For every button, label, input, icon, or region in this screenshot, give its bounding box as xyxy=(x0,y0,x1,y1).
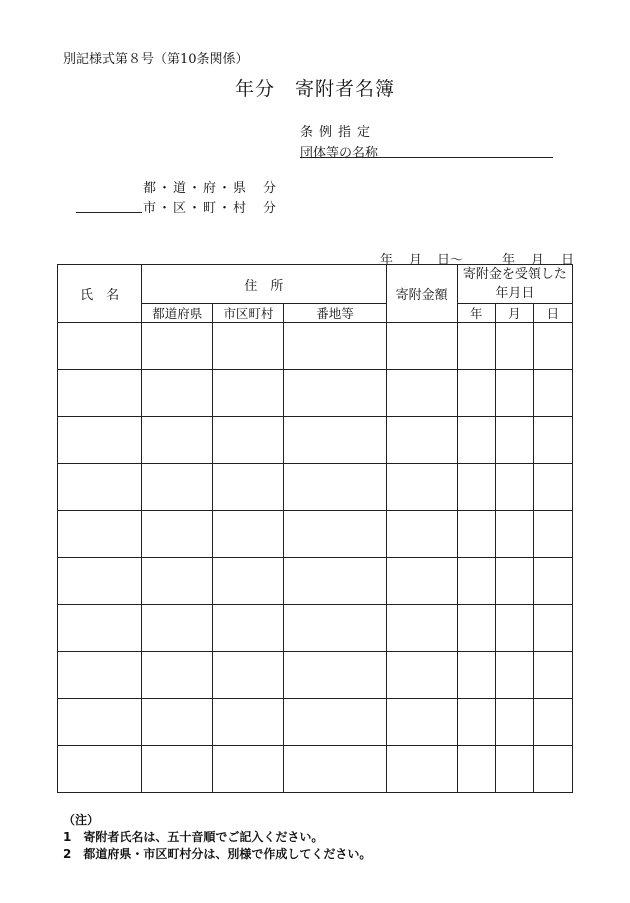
table-cell[interactable] xyxy=(386,558,457,605)
table-cell[interactable] xyxy=(495,511,533,558)
header-year: 年 xyxy=(457,304,495,323)
ordinance-label: 条例指定 xyxy=(300,125,377,140)
period-from-month: 月 xyxy=(409,253,423,268)
organization-label: 団体等の名称 xyxy=(300,146,379,161)
organization-name-line[interactable] xyxy=(300,157,553,158)
table-cell[interactable] xyxy=(58,699,142,746)
table-cell[interactable] xyxy=(457,558,495,605)
table-cell[interactable] xyxy=(533,699,572,746)
page-title: 年分 寄附者名簿 xyxy=(234,78,395,100)
table-cell[interactable] xyxy=(495,699,533,746)
table-row xyxy=(58,558,573,605)
table-cell[interactable] xyxy=(58,511,142,558)
header-address: 住 所 xyxy=(142,265,386,304)
table-cell[interactable] xyxy=(213,323,284,370)
table-cell[interactable] xyxy=(284,558,386,605)
table-cell[interactable] xyxy=(284,605,386,652)
table-cell[interactable] xyxy=(58,558,142,605)
table-cell[interactable] xyxy=(284,370,386,417)
table-row xyxy=(58,323,573,370)
table-cell[interactable] xyxy=(284,417,386,464)
table-row xyxy=(58,699,573,746)
table-cell[interactable] xyxy=(284,746,386,793)
table-cell[interactable] xyxy=(386,417,457,464)
table-cell[interactable] xyxy=(142,370,213,417)
note-item-1: 1 寄附者氏名は、五十音順でご記入ください。 xyxy=(63,830,324,844)
period-from-year: 年 xyxy=(380,253,394,268)
header-received-line1: 寄附金を受領した xyxy=(462,267,567,282)
table-cell[interactable] xyxy=(213,417,284,464)
header-received-date xyxy=(457,265,572,304)
table-cell[interactable] xyxy=(533,370,572,417)
table-cell[interactable] xyxy=(457,417,495,464)
table-cell[interactable] xyxy=(213,746,284,793)
table-cell[interactable] xyxy=(533,558,572,605)
table-cell[interactable] xyxy=(457,323,495,370)
table-cell[interactable] xyxy=(386,699,457,746)
table-cell[interactable] xyxy=(58,746,142,793)
table-cell[interactable] xyxy=(142,699,213,746)
table-cell[interactable] xyxy=(457,370,495,417)
header-amount: 寄附金額 xyxy=(386,265,457,323)
table-cell[interactable] xyxy=(533,605,572,652)
city-label: 市・区・町・村 分 xyxy=(143,201,279,216)
notes xyxy=(63,812,371,863)
table-cell[interactable] xyxy=(142,511,213,558)
table-cell[interactable] xyxy=(58,605,142,652)
header-received-line2: 年月日 xyxy=(495,286,535,301)
table-row xyxy=(58,464,573,511)
table-cell[interactable] xyxy=(58,417,142,464)
header-address-pref: 都道府県 xyxy=(142,304,213,323)
table-cell[interactable] xyxy=(533,464,572,511)
table-cell[interactable] xyxy=(457,464,495,511)
table-cell[interactable] xyxy=(533,323,572,370)
table-cell[interactable] xyxy=(386,746,457,793)
notes-heading: （注） xyxy=(63,813,100,827)
table-cell[interactable] xyxy=(495,464,533,511)
table-cell[interactable] xyxy=(213,558,284,605)
table-cell[interactable] xyxy=(533,511,572,558)
table-cell[interactable] xyxy=(284,464,386,511)
table-cell[interactable] xyxy=(386,652,457,699)
table-cell[interactable] xyxy=(457,511,495,558)
table-cell[interactable] xyxy=(284,652,386,699)
table-cell[interactable] xyxy=(533,746,572,793)
table-cell[interactable] xyxy=(495,746,533,793)
table-row xyxy=(58,417,573,464)
table-cell[interactable] xyxy=(142,464,213,511)
table-cell[interactable] xyxy=(495,370,533,417)
table-cell[interactable] xyxy=(142,746,213,793)
table-cell[interactable] xyxy=(58,464,142,511)
table-cell[interactable] xyxy=(533,652,572,699)
table-cell[interactable] xyxy=(495,652,533,699)
prefecture-label: 都・道・府・県 分 xyxy=(143,181,279,196)
table-cell[interactable] xyxy=(58,652,142,699)
header-address-lot: 番地等 xyxy=(284,304,386,323)
period-to-month: 月 xyxy=(531,253,545,268)
table-cell[interactable] xyxy=(457,746,495,793)
table-cell[interactable] xyxy=(457,652,495,699)
period-to-day: 日 xyxy=(561,253,575,268)
header-day: 日 xyxy=(533,304,572,323)
table-row xyxy=(58,746,573,793)
table-row xyxy=(58,370,573,417)
table-cell[interactable] xyxy=(284,323,386,370)
table-cell[interactable] xyxy=(213,699,284,746)
table-cell[interactable] xyxy=(142,652,213,699)
table-cell[interactable] xyxy=(58,323,142,370)
header-address-city: 市区町村 xyxy=(213,304,284,323)
table-cell[interactable] xyxy=(142,605,213,652)
table-cell[interactable] xyxy=(386,511,457,558)
header-name: 氏 名 xyxy=(58,265,142,323)
table-cell[interactable] xyxy=(495,323,533,370)
table-cell[interactable] xyxy=(495,417,533,464)
table-cell[interactable] xyxy=(495,605,533,652)
table-cell[interactable] xyxy=(533,417,572,464)
table-cell[interactable] xyxy=(386,464,457,511)
table-cell[interactable] xyxy=(213,464,284,511)
table-cell[interactable] xyxy=(386,605,457,652)
table-cell[interactable] xyxy=(142,417,213,464)
table-cell[interactable] xyxy=(284,699,386,746)
period-to-year: 年 xyxy=(502,253,516,268)
table-cell[interactable] xyxy=(386,370,457,417)
table-cell[interactable] xyxy=(58,370,142,417)
table-cell[interactable] xyxy=(142,323,213,370)
table-cell[interactable] xyxy=(284,511,386,558)
table-cell[interactable] xyxy=(213,652,284,699)
table-cell[interactable] xyxy=(495,558,533,605)
city-name-line[interactable] xyxy=(76,212,142,213)
table-cell[interactable] xyxy=(142,558,213,605)
table-cell[interactable] xyxy=(213,605,284,652)
donor-register-table xyxy=(57,264,573,793)
form-number: 別記様式第８号（第10条関係） xyxy=(63,52,249,67)
table-cell[interactable] xyxy=(213,370,284,417)
table-cell[interactable] xyxy=(457,699,495,746)
table-cell[interactable] xyxy=(457,605,495,652)
table-row xyxy=(58,511,573,558)
table-cell[interactable] xyxy=(213,511,284,558)
table-row xyxy=(58,605,573,652)
table-row xyxy=(58,652,573,699)
period-from-day: 日〜 xyxy=(437,253,464,268)
table-cell[interactable] xyxy=(386,323,457,370)
note-item-2: 2 都道府県・市区町村分は、別様で作成してください。 xyxy=(63,847,372,861)
header-month: 月 xyxy=(495,304,533,323)
